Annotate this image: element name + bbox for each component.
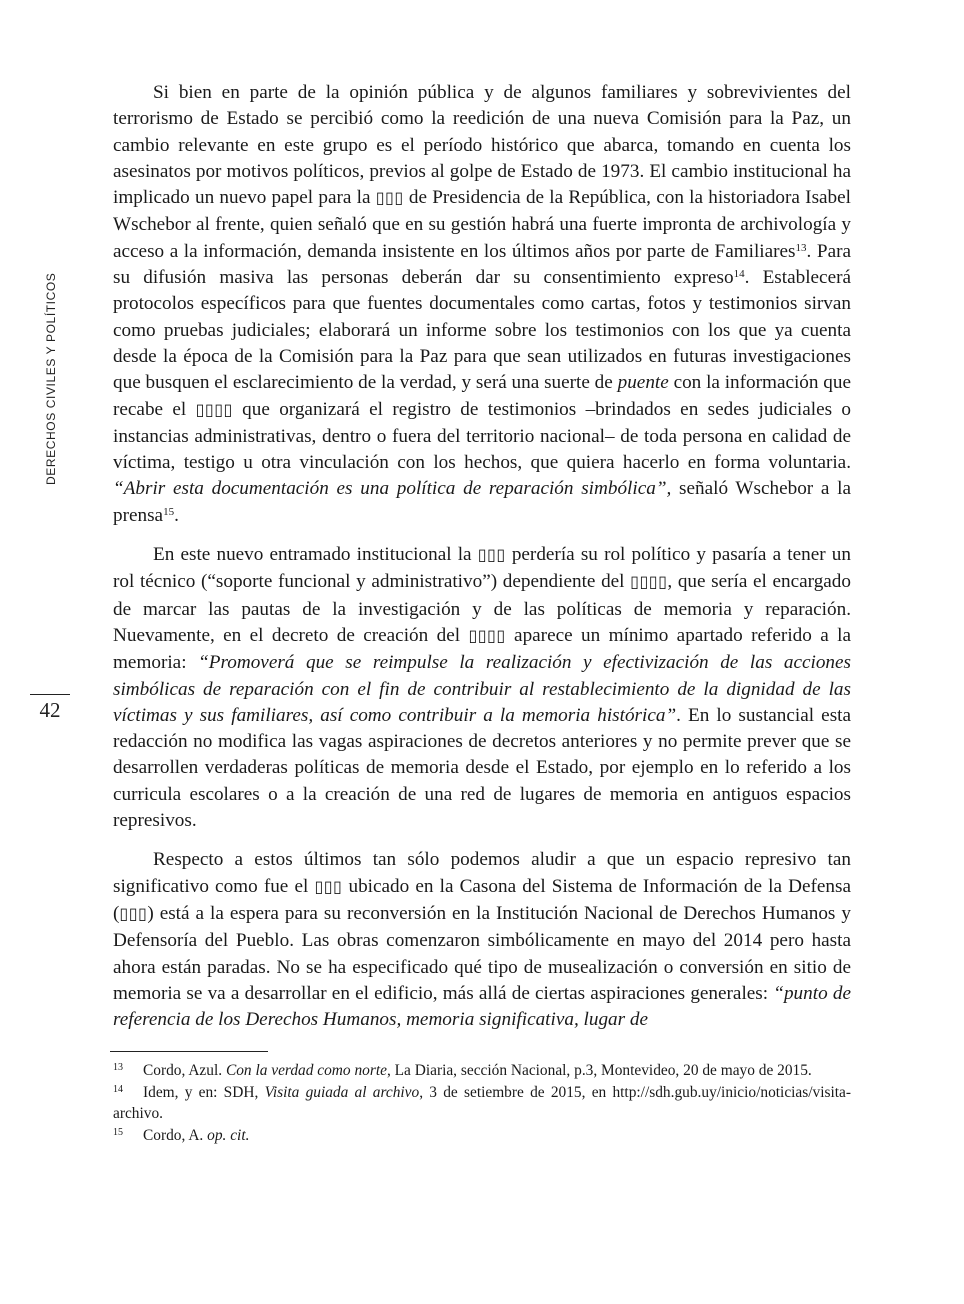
- paragraph-2: [113, 542, 851, 834]
- text-run: Cordo, Azul.: [143, 1062, 226, 1079]
- text-run: de Presidencia de la República, con la historiadora Isabel Wschebor al frente, quien señaló que en su gestión habrá una fuerte impronta de archivología y acceso a la información, demanda insistente en los últimos años por parte de Familiares: [113, 187, 851, 262]
- acronym-placeholder: ▯▯▯▯: [468, 627, 506, 645]
- text-run: . Establecerá protocolos específicos para que fuentes documentales como cartas, fotos y testimonios sirvan como pruebas judiciales; elaborará un informe sobre los testimonios con los que ya cuenta desde la época de la Comisión para la Paz para que sean utilizados en futuras investigaciones que busquen el esclarecimiento de la verdad, y será una suerte de: [113, 267, 851, 394]
- text-run: perdería su rol político y pasaría a tener un rol técnico (“soporte funcional y administrativo”) dependiente del: [113, 544, 851, 593]
- acronym-placeholder: ▯▯▯: [119, 905, 148, 923]
- paragraph-1: [113, 80, 851, 529]
- acronym-placeholder: ▯▯▯: [375, 190, 404, 208]
- body-text: [113, 80, 851, 1046]
- text-run: Si bien en parte de la opinión pública y de algunos familiares y sobrevivientes del terrorismo de Estado se percibió como la reedición de una nueva Comisión para la Paz, un cambio relevante en este grupo es el período histórico que abarca, tomando en cuenta los asesinatos por motivos políticos, previos al golpe de Estado de 1973. El cambio institucional ha implicado un nuevo papel para la: [113, 82, 851, 209]
- footnote-ref-14[interactable]: 14: [733, 268, 745, 281]
- footnote-13: 13 Cordo, Azul. Con la verdad como norte, La Diaria, sección Nacional, p.3, Montevideo, 20 de mayo de 2015.: [113, 1062, 812, 1079]
- text-run: , La Diaria, sección Nacional, p.3, Montevideo, 20 de mayo de 2015.: [386, 1062, 812, 1079]
- text-run: señaló Wschebor a la prensa: [113, 478, 851, 526]
- text-run: ) está a la espera para su reconversión en la Institución Nacional de Derechos Humanos y Defensoría del Pueblo. Las obras comenzaron simbólicamente en mayo del 2014 pero hasta ahora están paradas. No se ha especificado qué tipo de musealización o conversión en sitio de memoria se va a desarrollar en el edificio, más allá de ciertas aspiraciones generales:: [113, 902, 851, 1004]
- footnote-15: 15 Cordo, A. op. cit.: [113, 1126, 250, 1144]
- text-run: . En lo sustancial esta redacción no modifica las vagas aspiraciones de decretos anteriores y no permite prever que se desarrollen verdaderas políticas de memoria desde el Estado, por ejemplo en lo referido a los curricula escolares o a la creación de una red de lugares de memoria en antiguos espacios represivos.: [113, 704, 852, 832]
- footnote-ref-13[interactable]: 13: [795, 241, 807, 254]
- text-run: con la información que recabe el: [113, 372, 852, 420]
- acronym-placeholder: ▯▯▯▯: [195, 401, 233, 419]
- italic-run: Visita guiada al archivo: [264, 1083, 420, 1101]
- page-number: 42: [39, 698, 61, 722]
- text-run: aparece un mínimo apartado referido a la memoria:: [113, 624, 851, 674]
- paragraph-3: [113, 847, 851, 1033]
- acronym-placeholder: ▯▯▯: [314, 878, 343, 896]
- italic-run: Con la verdad como norte: [225, 1062, 387, 1079]
- footnote-14: 14 Idem, y en: SDH, Visita guiada al archivo, 3 de setiembre de 2015, en http://sdh.gub.uy/inicio/noticias/visita-archivo.: [113, 1083, 851, 1122]
- footnote-link-text[interactable]: , 3 de setiembre de 2015, en http://sdh.gub.uy/inicio/noticias/visita-archivo.: [113, 1083, 851, 1122]
- running-section-title: DERECHOS CIVILES Y POLÍTICOS: [44, 272, 58, 485]
- acronym-placeholder: ▯▯▯▯: [630, 574, 668, 592]
- text-run: Idem, y en: SDH,: [143, 1083, 265, 1101]
- acronym-placeholder: ▯▯▯: [477, 547, 506, 565]
- italic-quote: “Abrir esta documentación es una política de reparación simbólica”,: [113, 478, 672, 500]
- text-run: Cordo, A.: [143, 1126, 208, 1144]
- text-run: ubicado en la Casona del Sistema de Información de la Defensa (: [113, 875, 851, 924]
- text-run: En este nuevo entramado institucional la: [153, 544, 478, 566]
- text-run: , que sería el encargado de marcar las pautas de la investigación y de las políticas de memoria y reparación. Nuevamente, en el decreto de creación del: [113, 571, 851, 646]
- italic-quote: “punto de referencia de los Derechos Humanos, memoria significativa, lugar de: [113, 982, 851, 1031]
- italic-quote: “Promoverá que se reimpulse la realización y efectivización de las acciones simbólicas de reparación con el fin de contribuir al restablecimiento de la dignidad de las víctimas y sus familiares, así como contribuir a la memoria histórica”: [113, 652, 851, 726]
- footnote-separator: [110, 1051, 268, 1052]
- footnote-ref-15[interactable]: 15: [163, 505, 175, 518]
- text-run: Respecto a estos últimos tan sólo podemos aludir a que un espacio represivo tan significativo como fue el: [113, 849, 851, 897]
- italic-run: puente: [617, 372, 669, 394]
- text-run: que organizará el registro de testimonios –brindados en sedes judiciales o instancias administrativas, dentro o fuera del territorio nacional– de toda persona en calidad de víctima, testigo u otra vinculación con los hechos, que quiera hacerlo en forma voluntaria.: [113, 398, 852, 474]
- footnotes: [113, 1060, 851, 1146]
- page-number-rule: [30, 694, 70, 695]
- italic-run: op. cit.: [207, 1126, 250, 1144]
- text-run: .: [174, 504, 179, 526]
- text-run: . Para su difusión masiva las personas deberán dar su consentimiento expreso: [113, 240, 851, 289]
